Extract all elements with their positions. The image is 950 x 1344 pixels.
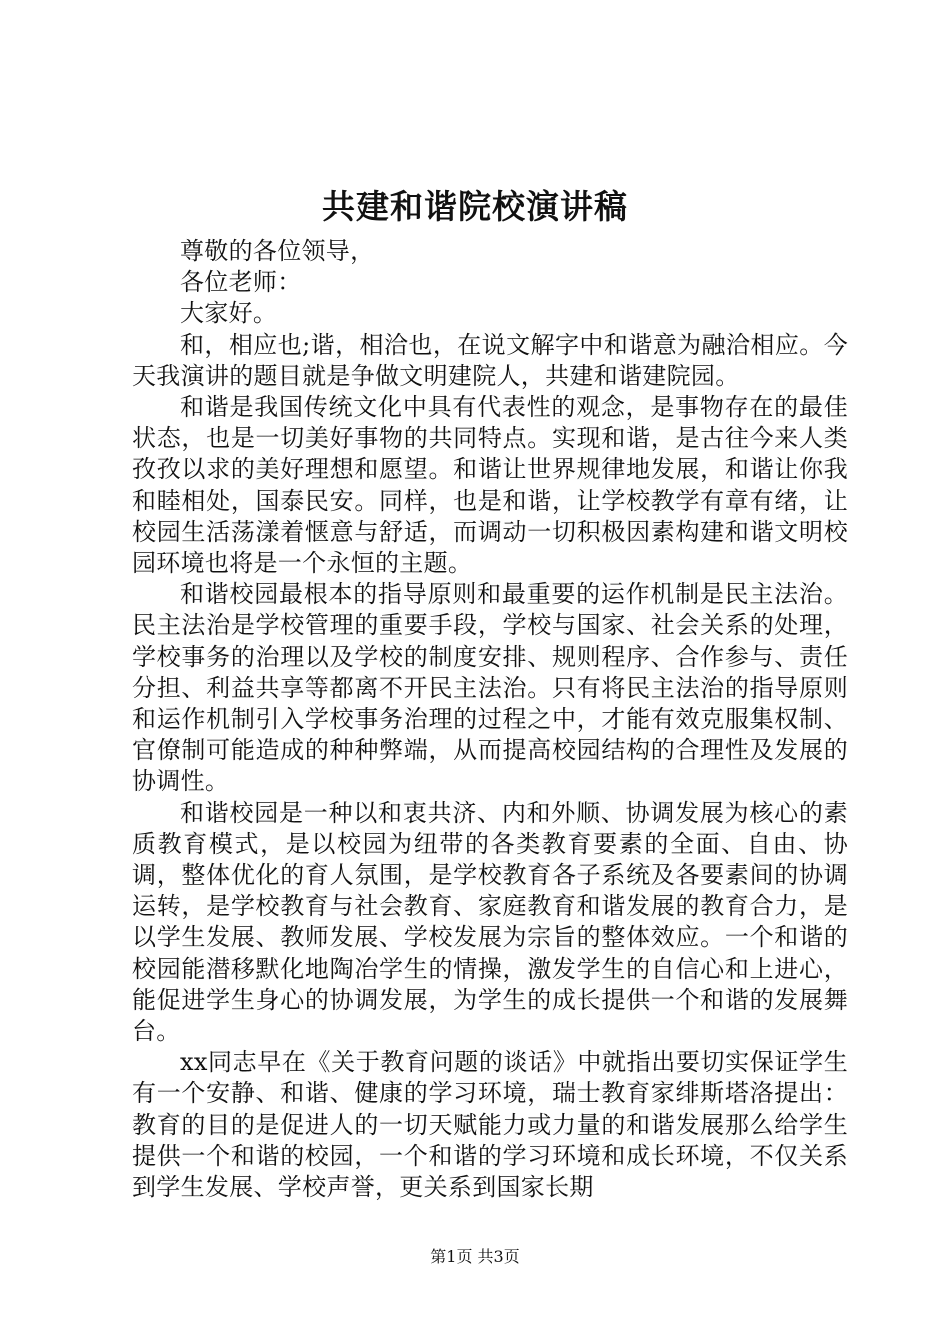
document-title: 共建和谐院校演讲稿 xyxy=(322,187,628,226)
page-footer: 第1页 共3页 xyxy=(430,1247,520,1266)
paragraph-democracy-rule-of-law: 和谐校园最根本的指导原则和最重要的运作机制是民主法治。民主法治是学校管理的重要手段，学校与国家、社会关系的处理，学校事务的治理以及学校的制度安排、规则程序、合作参与、责任分担、利益共享等都离不开民主法治。只有将民主法治的指导原则和运作机制引入学校事务治理的过程之中，才能有效克服集权制、官僚制可能造成的种种弊端，从而提高校园结构的合理性及发展的协调性。 xyxy=(132,580,848,796)
paragraph-harmony-concept: 和谐是我国传统文化中具有代表性的观念，是事物存在的最佳状态，也是一切美好事物的共同特点。实现和谐，是古往今来人类孜孜以求的美好理想和愿望。和谐让世界规律地发展，和谐让你我和睦相处，国泰民安。同样，也是和谐，让学校教学有章有绪，让校园生活荡漾着惬意与舒适，而调动一切积极因素构建和谐文明校园环境也将是一个永恒的主题。 xyxy=(132,393,848,578)
paragraph-greeting: 大家好。 xyxy=(180,299,278,328)
paragraph-intro: 和，相应也;谐，相洽也，在说文解字中和谐意为融洽相应。今天我演讲的题目就是争做文明建院人，共建和谐建院园。 xyxy=(132,330,848,390)
document-body xyxy=(132,236,848,1203)
paragraph-salutation: 尊敬的各位领导， xyxy=(180,237,375,265)
paragraph-salutation-teachers: 各位老师： xyxy=(180,268,302,297)
paragraph-quote: xx同志早在《关于教育问题的谈话》中就指出要切实保证学生有一个安静、和谐、健康的学习环境，瑞士教育家绯斯塔洛提出：教育的目的是促进人的一切天赋能力或力量的和谐发展那么给学生提供一个和谐的校园，一个和谐的学习环境和成长环境，不仅关系到学生发展、学校声誉，更关系到国家长期 xyxy=(132,1048,848,1202)
paragraph-education-model: 和谐校园是一种以和衷共济、内和外顺、协调发展为核心的素质教育模式，是以校园为纽带的各类教育要素的全面、自由、协调，整体优化的育人氛围，是学校教育各子系统及各要素间的协调运转，是学校教育与社会教育、家庭教育和谐发展的教育合力，是以学生发展、教师发展、学校发展为宗旨的整体效应。一个和谐的校园能潜移默化地陶冶学生的情操，激发学生的自信心和上进心，能促进学生身心的协调发展，为学生的成长提供一个和谐的发展舞台。 xyxy=(132,798,848,1046)
